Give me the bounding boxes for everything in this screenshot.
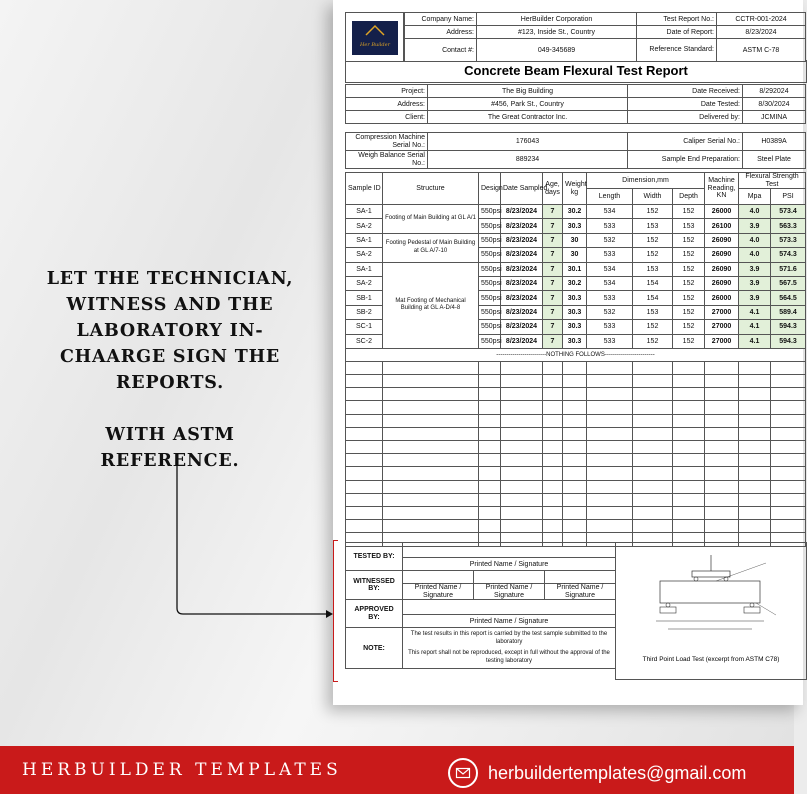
witness-signature-1: Printed Name / Signature xyxy=(403,584,474,600)
date-cell: 8/23/2024 xyxy=(501,305,543,319)
length-cell: 533 xyxy=(587,320,633,334)
date-cell: 8/23/2024 xyxy=(501,262,543,276)
promo-line: REPORTS. xyxy=(115,373,225,393)
length-cell: 533 xyxy=(587,334,633,348)
delivered: JCMINA xyxy=(743,111,806,124)
approved-label: APPROVED BY: xyxy=(346,600,403,628)
empty-row xyxy=(346,414,806,427)
date-cell: 8/23/2024 xyxy=(501,219,543,233)
width-cell: 154 xyxy=(633,276,673,290)
empty-row xyxy=(346,454,806,467)
date-cell: 8/23/2024 xyxy=(501,248,543,262)
mpa-cell: 4.0 xyxy=(739,248,771,262)
empty-row xyxy=(346,441,806,454)
sample-id: SA-1 xyxy=(346,262,383,276)
company-name-label: Company Name: xyxy=(404,13,477,26)
psi-cell: 563.3 xyxy=(771,219,806,233)
weight-cell: 30.3 xyxy=(563,219,587,233)
mail-icon xyxy=(448,758,478,788)
date-cell: 8/23/2024 xyxy=(501,291,543,305)
table-row xyxy=(346,205,806,219)
age-cell: 7 xyxy=(543,233,563,247)
machine-cell: 27000 xyxy=(705,305,739,319)
date-report: 8/23/2024 xyxy=(717,26,806,39)
equipment-table xyxy=(345,132,806,169)
age-cell: 7 xyxy=(543,219,563,233)
project-address: #456, Park St., Country xyxy=(428,98,628,111)
design-cell: 550psi xyxy=(479,334,501,348)
length-cell: 534 xyxy=(587,262,633,276)
project: The Big Building xyxy=(428,85,628,98)
nothing-follows: -------------------------NOTHING FOLLOWS------------------------- xyxy=(346,348,806,361)
compression: 176043 xyxy=(428,133,628,151)
col-sample: Sample ID xyxy=(346,173,383,205)
width-cell: 153 xyxy=(633,262,673,276)
empty-row xyxy=(346,427,806,440)
psi-cell: 589.4 xyxy=(771,305,806,319)
width-cell: 152 xyxy=(633,233,673,247)
empty-row xyxy=(346,520,806,533)
width-cell: 153 xyxy=(633,305,673,319)
psi-cell: 571.6 xyxy=(771,262,806,276)
sample-id: SA-2 xyxy=(346,276,383,290)
diagram-box xyxy=(615,542,807,680)
empty-row xyxy=(346,506,806,519)
promo-text xyxy=(40,266,300,474)
depth-cell: 152 xyxy=(673,291,705,305)
weigh-label: Weigh Balance Serial No.: xyxy=(346,151,428,169)
machine-cell: 27000 xyxy=(705,320,739,334)
depth-cell: 153 xyxy=(673,219,705,233)
company-name: HerBuilder Corporation xyxy=(477,13,637,26)
report-no-label: Test Report No.: xyxy=(637,13,717,26)
header-table xyxy=(403,12,806,62)
age-cell: 7 xyxy=(543,305,563,319)
address-label: Address: xyxy=(404,26,477,39)
width-cell: 154 xyxy=(633,291,673,305)
weight-cell: 30.3 xyxy=(563,305,587,319)
mpa-cell: 4.0 xyxy=(739,205,771,219)
mpa-cell: 4.0 xyxy=(739,233,771,247)
design-cell: 550psi xyxy=(479,262,501,276)
structure-cell: Footing Pedestal of Main Building at GL A/7-10 xyxy=(383,233,479,262)
design-cell: 550psi xyxy=(479,248,501,262)
design-cell: 550psi xyxy=(479,320,501,334)
table-row xyxy=(346,233,806,247)
house-icon xyxy=(352,21,398,37)
note-text xyxy=(403,628,616,669)
length-cell: 533 xyxy=(587,219,633,233)
psi-cell: 594.3 xyxy=(771,320,806,334)
length-cell: 532 xyxy=(587,233,633,247)
age-cell: 7 xyxy=(543,334,563,348)
psi-cell: 573.3 xyxy=(771,233,806,247)
mpa-cell: 4.1 xyxy=(739,305,771,319)
table-row xyxy=(346,262,806,276)
depth-cell: 152 xyxy=(673,305,705,319)
diagram-caption: Third Point Load Test (excerpt from ASTM C78) xyxy=(642,656,780,663)
signature-bracket xyxy=(333,540,338,682)
col-dimension: Dimension,mm xyxy=(587,173,705,189)
logo xyxy=(352,21,398,55)
empty-row xyxy=(346,361,806,374)
depth-cell: 152 xyxy=(673,334,705,348)
sample-id: SA-2 xyxy=(346,248,383,262)
promo-line: LABORATORY IN- xyxy=(76,321,264,341)
machine-cell: 26000 xyxy=(705,205,739,219)
prep: Steel Plate xyxy=(743,151,806,169)
weight-cell: 30.2 xyxy=(563,205,587,219)
weight-cell: 30.3 xyxy=(563,334,587,348)
machine-cell: 26000 xyxy=(705,291,739,305)
age-cell: 7 xyxy=(543,262,563,276)
date-tested-label: Date Tested: xyxy=(628,98,743,111)
sample-id: SB-2 xyxy=(346,305,383,319)
date-cell: 8/23/2024 xyxy=(501,334,543,348)
age-cell: 7 xyxy=(543,320,563,334)
project-label: Project: xyxy=(346,85,428,98)
logo-text: Her Builder xyxy=(360,42,390,48)
mpa-cell: 3.9 xyxy=(739,276,771,290)
empty-row xyxy=(346,388,806,401)
reference-label: Reference Standard: xyxy=(637,39,717,62)
note-line-1: The test results in this report is carried by the test sample submitted to the laboratory xyxy=(410,631,608,645)
age-cell: 7 xyxy=(543,276,563,290)
delivered-label: Delivered by: xyxy=(628,111,743,124)
age-cell: 7 xyxy=(543,248,563,262)
report-no: CCTR-001-2024 xyxy=(717,13,806,26)
weight-cell: 30.1 xyxy=(563,262,587,276)
design-cell: 550psi xyxy=(479,233,501,247)
length-cell: 534 xyxy=(587,276,633,290)
email-contact[interactable] xyxy=(448,758,746,788)
mpa-cell: 3.9 xyxy=(739,262,771,276)
weigh: 889234 xyxy=(428,151,628,169)
mpa-cell: 3.9 xyxy=(739,219,771,233)
length-cell: 533 xyxy=(587,291,633,305)
footer-bar xyxy=(0,746,794,794)
weight-cell: 30 xyxy=(563,233,587,247)
width-cell: 152 xyxy=(633,320,673,334)
psi-cell: 594.3 xyxy=(771,334,806,348)
empty-row xyxy=(346,375,806,388)
prep-label: Sample End Preparation: xyxy=(628,151,743,169)
note-label: NOTE: xyxy=(346,628,403,669)
promo-line: WITH ASTM xyxy=(105,425,235,445)
width-cell: 152 xyxy=(633,248,673,262)
logo-box xyxy=(345,12,405,62)
machine-cell: 26100 xyxy=(705,219,739,233)
empty-row xyxy=(346,480,806,493)
client: The Great Contractor Inc. xyxy=(428,111,628,124)
machine-cell: 26090 xyxy=(705,248,739,262)
depth-cell: 152 xyxy=(673,276,705,290)
weight-cell: 30 xyxy=(563,248,587,262)
date-cell: 8/23/2024 xyxy=(501,276,543,290)
date-cell: 8/23/2024 xyxy=(501,233,543,247)
psi-cell: 567.5 xyxy=(771,276,806,290)
design-cell: 550psi xyxy=(479,305,501,319)
date-tested: 8/30/2024 xyxy=(743,98,806,111)
client-label: Client: xyxy=(346,111,428,124)
data-table xyxy=(345,172,806,547)
length-cell: 532 xyxy=(587,305,633,319)
sample-id: SC-1 xyxy=(346,320,383,334)
depth-cell: 152 xyxy=(673,320,705,334)
date-cell: 8/23/2024 xyxy=(501,320,543,334)
depth-cell: 152 xyxy=(673,205,705,219)
approved-signature: Printed Name / Signature xyxy=(403,615,616,628)
project-table xyxy=(345,84,806,124)
col-date: Date Sampled xyxy=(501,173,543,205)
psi-cell: 574.3 xyxy=(771,248,806,262)
width-cell: 152 xyxy=(633,334,673,348)
sample-id: SA-2 xyxy=(346,219,383,233)
col-weight: Weight kg xyxy=(563,173,587,205)
date-received: 8/292024 xyxy=(743,85,806,98)
length-cell: 534 xyxy=(587,205,633,219)
note-line-2: This report shall not be reproduced, except in full without the approval of the testing laboratory xyxy=(408,650,610,664)
mpa-cell: 4.1 xyxy=(739,334,771,348)
length-cell: 533 xyxy=(587,248,633,262)
promo-line: WITNESS AND THE xyxy=(66,295,274,315)
col-mpa: Mpa xyxy=(739,189,771,205)
promo-line: REFERENCE. xyxy=(100,451,240,471)
caliper: H0389A xyxy=(743,133,806,151)
col-depth: Depth xyxy=(673,189,705,205)
sample-id: SC-2 xyxy=(346,334,383,348)
address: #123, Inside St., Country xyxy=(477,26,637,39)
empty-row xyxy=(346,493,806,506)
col-width: Width xyxy=(633,189,673,205)
depth-cell: 152 xyxy=(673,233,705,247)
col-length: Length xyxy=(587,189,633,205)
psi-cell: 564.5 xyxy=(771,291,806,305)
sample-id: SA-1 xyxy=(346,205,383,219)
email-text: herbuildertemplates@gmail.com xyxy=(488,762,747,783)
reference: ASTM C-78 xyxy=(717,39,806,62)
age-cell: 7 xyxy=(543,291,563,305)
contact-label: Contact #: xyxy=(404,39,477,62)
age-cell: 7 xyxy=(543,205,563,219)
weight-cell: 30.3 xyxy=(563,291,587,305)
col-structure: Structure xyxy=(383,173,479,205)
psi-cell: 573.4 xyxy=(771,205,806,219)
depth-cell: 152 xyxy=(673,248,705,262)
mpa-cell: 3.9 xyxy=(739,291,771,305)
mpa-cell: 4.1 xyxy=(739,320,771,334)
date-report-label: Date of Report: xyxy=(637,26,717,39)
col-flexural: Flexural Strength Test xyxy=(739,173,806,189)
design-cell: 550psi xyxy=(479,276,501,290)
empty-row xyxy=(346,467,806,480)
structure-cell: Mat Footing of Mechanical Building at GL A-D/4-8 xyxy=(383,262,479,348)
compression-label: Compression Machine Serial No.: xyxy=(346,133,428,151)
col-age: Age, days xyxy=(543,173,563,205)
col-psi: PSI xyxy=(771,189,806,205)
promo-line: CHAARGE SIGN THE xyxy=(59,347,281,367)
machine-cell: 26090 xyxy=(705,276,739,290)
weight-cell: 30.2 xyxy=(563,276,587,290)
date-cell: 8/23/2024 xyxy=(501,205,543,219)
brand-name: HERBUILDER TEMPLATES xyxy=(22,760,342,780)
design-cell: 550psi xyxy=(479,291,501,305)
sample-id: SB-1 xyxy=(346,291,383,305)
promo-line: LET THE TECHNICIAN, xyxy=(46,269,294,289)
machine-cell: 27000 xyxy=(705,334,739,348)
witness-signature-2: Printed Name / Signature xyxy=(474,584,545,600)
witness-signature-3: Printed Name / Signature xyxy=(545,584,616,600)
design-cell: 550psi xyxy=(479,219,501,233)
machine-cell: 26090 xyxy=(705,233,739,247)
date-received-label: Date Received: xyxy=(628,85,743,98)
report-title: Concrete Beam Flexural Test Report xyxy=(345,60,807,83)
witnessed-label: WITNESSED BY: xyxy=(346,571,403,600)
tested-signature: Printed Name / Signature xyxy=(403,558,616,571)
machine-cell: 26090 xyxy=(705,262,739,276)
structure-cell: Footing of Main Building at GL A/1 xyxy=(383,205,479,234)
signature-table xyxy=(345,542,616,669)
width-cell: 153 xyxy=(633,219,673,233)
design-cell: 550psi xyxy=(479,205,501,219)
sample-id: SA-1 xyxy=(346,233,383,247)
weight-cell: 30.3 xyxy=(563,320,587,334)
tested-label: TESTED BY: xyxy=(346,543,403,571)
load-test-diagram xyxy=(616,543,806,653)
arrow-icon xyxy=(170,460,340,620)
empty-row xyxy=(346,401,806,414)
depth-cell: 152 xyxy=(673,262,705,276)
width-cell: 152 xyxy=(633,205,673,219)
contact: 049-345689 xyxy=(477,39,637,62)
caliper-label: Caliper Serial No.: xyxy=(628,133,743,151)
project-address-label: Address: xyxy=(346,98,428,111)
col-machine: Machine Reading, KN xyxy=(705,173,739,205)
col-design: Design xyxy=(479,173,501,205)
